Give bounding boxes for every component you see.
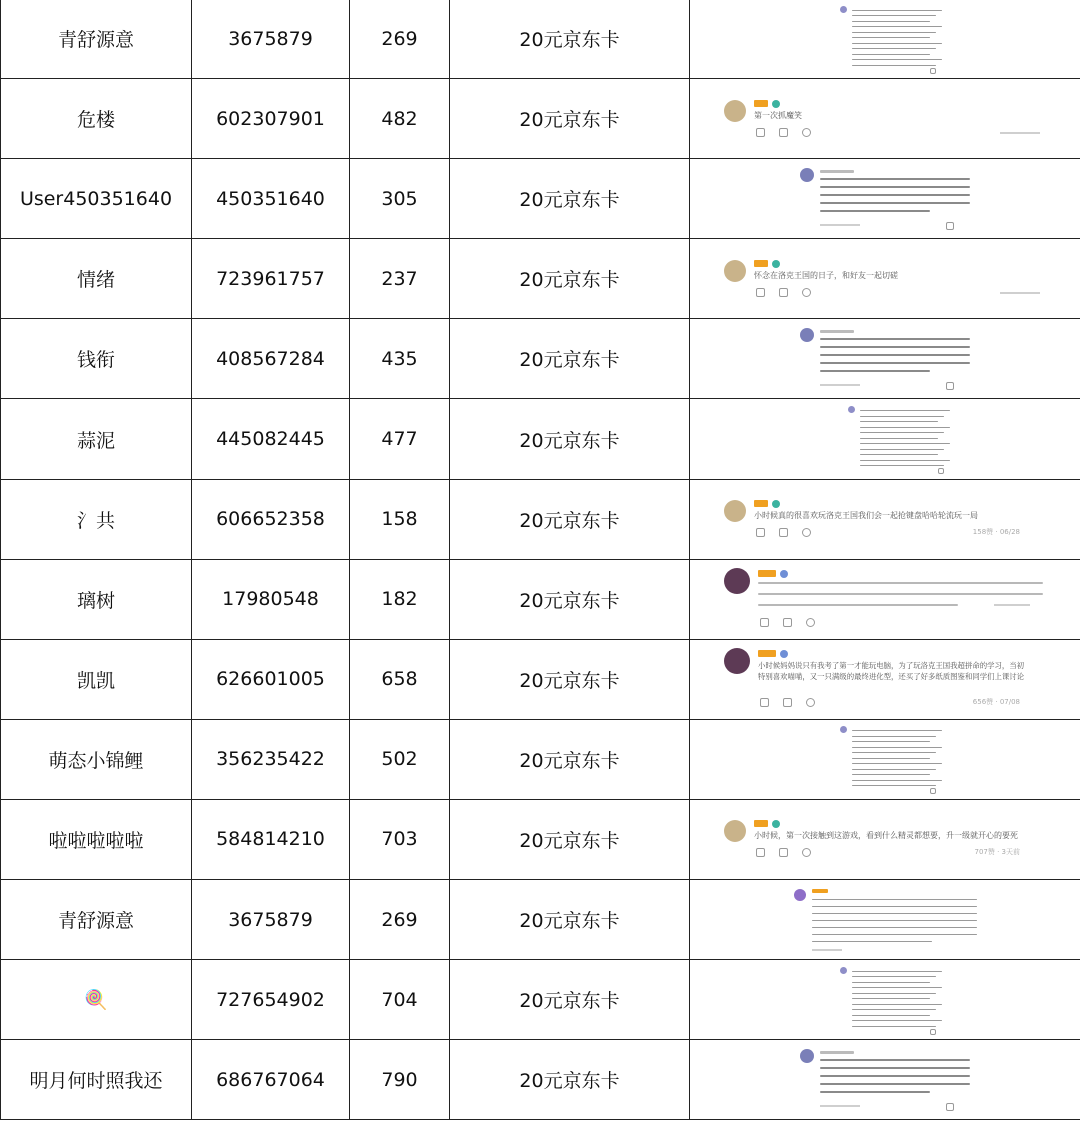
score-cell: 182	[350, 559, 450, 639]
avatar	[800, 328, 814, 342]
prize-cell: 20元京东卡	[450, 239, 690, 319]
reply-icon	[802, 128, 811, 137]
comment-text: 小时候，第一次接触到这游戏，看到什么精灵都想要，升一级就开心的要死	[754, 831, 1018, 841]
user-id-cell: 3675879	[192, 0, 350, 79]
comment-text-line	[860, 443, 950, 444]
comment-text-line	[852, 48, 936, 49]
comment-text-line	[852, 987, 942, 988]
comment-screenshot	[690, 881, 1080, 959]
table-row	[1, 319, 1080, 399]
comment-text-line	[812, 941, 932, 942]
action-icons	[760, 698, 815, 707]
comment-screenshot	[690, 240, 1080, 318]
user-name-cell: 青舒源意	[1, 0, 192, 79]
table-row	[1, 1040, 1080, 1120]
level-badge-icon	[772, 820, 780, 828]
user-id-cell: 584814210	[192, 799, 350, 879]
comment-meta	[820, 224, 860, 226]
username	[754, 100, 768, 107]
thumbs-down-icon	[779, 128, 788, 137]
level-badge-icon	[772, 100, 780, 108]
reply-icon	[802, 848, 811, 857]
username	[754, 260, 768, 267]
comment-text-line	[820, 1067, 970, 1069]
comment-text-line	[852, 15, 936, 16]
prize-cell: 20元京东卡	[450, 319, 690, 399]
user-name-cell: 璃树	[1, 559, 192, 639]
comment-screenshot	[690, 800, 1080, 878]
avatar	[724, 100, 746, 122]
prize-cell: 20元京东卡	[450, 479, 690, 559]
comment-text-line	[820, 186, 970, 188]
reply-icon	[806, 618, 815, 627]
comment-text-line	[852, 747, 942, 748]
comment-text: 怀念在洛克王国的日子，和好友一起切磋	[754, 270, 898, 280]
username	[820, 330, 854, 333]
prize-cell: 20元京东卡	[450, 639, 690, 719]
comment-screenshot-cell	[690, 960, 1080, 1040]
comment-text-line	[812, 906, 977, 907]
comment-text-line	[820, 1091, 930, 1093]
comment-text-line	[812, 899, 977, 900]
comment-text-line	[860, 449, 944, 450]
comment-text-line	[860, 465, 944, 466]
user-id-cell: 606652358	[192, 479, 350, 559]
comment-screenshot-cell	[690, 239, 1080, 319]
score-cell: 237	[350, 239, 450, 319]
user-name-cell: 明月何时照我还	[1, 1040, 192, 1120]
avatar	[840, 726, 847, 733]
comment-text-line	[758, 593, 1043, 595]
comment-screenshot-cell	[690, 719, 1080, 799]
comment-screenshot	[690, 961, 1080, 1039]
comment-text-line	[812, 913, 977, 914]
comment-screenshot	[690, 80, 1080, 158]
reply-icon	[802, 288, 811, 297]
score-cell: 477	[350, 399, 450, 479]
avatar	[794, 889, 806, 901]
comment-screenshot	[690, 480, 1080, 558]
comment-text-line	[860, 427, 950, 428]
comment-text-line	[852, 993, 936, 994]
action-icons	[760, 618, 815, 627]
comment-text-line	[852, 1004, 942, 1005]
user-id-cell: 3675879	[192, 880, 350, 960]
like-icon	[930, 1029, 936, 1035]
level-badge-icon	[772, 260, 780, 268]
prize-cell: 20元京东卡	[450, 0, 690, 79]
comment-text-line	[812, 920, 977, 921]
comment-text-line	[820, 210, 930, 212]
score-cell: 790	[350, 1040, 450, 1120]
user-name-cell: 情绪	[1, 239, 192, 319]
comment-meta	[994, 604, 1030, 606]
user-name-cell: 钱衔	[1, 319, 192, 399]
score-cell: 703	[350, 799, 450, 879]
table-row	[1, 799, 1080, 879]
user-id-cell: 17980548	[192, 559, 350, 639]
table-row	[1, 639, 1080, 719]
comment-text-line	[852, 21, 930, 22]
user-name-cell: 青舒源意	[1, 880, 192, 960]
user-id-cell: 686767064	[192, 1040, 350, 1120]
user-name-cell: 萌态小锦鲤	[1, 719, 192, 799]
comment-text-line	[852, 998, 930, 999]
comment-screenshot	[690, 160, 1080, 238]
comment-screenshot-cell	[690, 1040, 1080, 1120]
user-id-cell: 723961757	[192, 239, 350, 319]
score-cell: 658	[350, 639, 450, 719]
prize-cell: 20元京东卡	[450, 1040, 690, 1120]
comment-text-line	[852, 32, 936, 33]
comment-text-line	[852, 730, 942, 731]
comment-text-line	[852, 59, 942, 60]
comment-text-line	[852, 758, 930, 759]
comment-text-line	[852, 43, 942, 44]
score-cell: 704	[350, 960, 450, 1040]
action-icons	[756, 848, 811, 857]
user-id-cell: 450351640	[192, 159, 350, 239]
comment-screenshot-cell	[690, 399, 1080, 479]
thumbs-down-icon	[783, 618, 792, 627]
user-id-cell: 602307901	[192, 79, 350, 159]
action-icons	[756, 128, 811, 137]
thumbs-down-icon	[779, 288, 788, 297]
comment-text: 第一次抓魔笑	[754, 110, 802, 120]
score-cell: 435	[350, 319, 450, 399]
thumbs-up-icon	[760, 698, 769, 707]
avatar	[800, 168, 814, 182]
comment-screenshot-cell	[690, 880, 1080, 960]
comment-text: 小时候妈妈说只有我考了第一才能玩电脑，为了玩洛克王国我超拼命的学习，当初	[758, 661, 1025, 671]
username	[820, 1051, 854, 1054]
comment-meta	[1000, 132, 1040, 134]
comment-text-line	[758, 604, 958, 606]
comment-text-line	[860, 410, 950, 411]
username	[754, 820, 768, 827]
prize-cell: 20元京东卡	[450, 79, 690, 159]
username	[754, 500, 768, 507]
comment-screenshot	[690, 0, 1080, 78]
avatar	[724, 260, 746, 282]
table-row	[1, 79, 1080, 159]
reply-icon	[802, 528, 811, 537]
comment-text-line	[852, 65, 936, 66]
prize-cell: 20元京东卡	[450, 960, 690, 1040]
comment-screenshot-cell	[690, 79, 1080, 159]
comment-screenshot	[690, 640, 1080, 718]
user-name-cell: 🍭	[1, 960, 192, 1040]
username	[820, 170, 854, 173]
comment-text-line	[758, 582, 1043, 584]
action-icons	[756, 288, 811, 297]
comment-text-line	[852, 736, 936, 737]
comment-screenshot	[690, 400, 1080, 478]
user-id-cell: 445082445	[192, 399, 350, 479]
comment-text-line	[820, 354, 970, 356]
comment-text-line	[852, 752, 936, 753]
user-name-cell: 氵共	[1, 479, 192, 559]
comment-text-line	[812, 934, 977, 935]
comment-text-line	[852, 1009, 936, 1010]
comment-meta: 656赞 · 07/08	[972, 698, 1020, 707]
like-icon	[930, 788, 936, 794]
prize-cell: 20元京东卡	[450, 880, 690, 960]
user-name-cell: 危楼	[1, 79, 192, 159]
thumbs-up-icon	[756, 528, 765, 537]
score-cell: 158	[350, 479, 450, 559]
comment-text-line	[820, 370, 930, 372]
comment-meta	[1000, 292, 1040, 294]
thumbs-up-icon	[756, 128, 765, 137]
table-row	[1, 880, 1080, 960]
table-row	[1, 0, 1080, 79]
comment-text-line	[860, 421, 938, 422]
comment-text-line	[812, 927, 977, 928]
prize-cell: 20元京东卡	[450, 719, 690, 799]
score-cell: 269	[350, 880, 450, 960]
comment-meta: 707赞 · 3天前	[974, 848, 1020, 857]
table-row	[1, 559, 1080, 639]
avatar	[724, 568, 750, 594]
comment-text-line	[852, 769, 936, 770]
thumbs-up-icon	[756, 288, 765, 297]
comment-text-line	[820, 1075, 970, 1077]
thumbs-up-icon	[760, 618, 769, 627]
like-icon	[946, 1103, 954, 1111]
comment-text-line	[852, 54, 930, 55]
comment-text-line	[852, 785, 936, 786]
comment-text-line	[852, 1026, 936, 1027]
prize-cell: 20元京东卡	[450, 799, 690, 879]
avatar	[724, 648, 750, 674]
comment-text-line	[860, 460, 950, 461]
comment-text-line	[820, 1059, 970, 1061]
avatar	[724, 820, 746, 842]
comment-screenshot-cell	[690, 319, 1080, 399]
avatar	[848, 406, 855, 413]
comment-text-line	[860, 454, 938, 455]
score-cell: 482	[350, 79, 450, 159]
comment-screenshot	[690, 1041, 1080, 1119]
prize-cell: 20元京东卡	[450, 399, 690, 479]
avatar	[840, 6, 847, 13]
comment-text-line	[852, 37, 930, 38]
table-row	[1, 479, 1080, 559]
prize-cell: 20元京东卡	[450, 159, 690, 239]
level-badge-icon	[780, 570, 788, 578]
comment-screenshot-cell	[690, 799, 1080, 879]
comment-text-line	[820, 194, 970, 196]
table-row	[1, 239, 1080, 319]
comment-text-line	[852, 741, 930, 742]
comment-text-line	[820, 202, 970, 204]
comment-text-line	[820, 346, 970, 348]
user-id-cell: 356235422	[192, 719, 350, 799]
comment-meta	[820, 384, 860, 386]
comment-text-line	[860, 416, 944, 417]
username	[758, 570, 776, 577]
comment-text-line	[820, 338, 970, 340]
comment-meta	[812, 949, 842, 951]
avatar	[800, 1049, 814, 1063]
comment-text-line	[852, 763, 942, 764]
score-cell: 269	[350, 0, 450, 79]
like-icon	[938, 468, 944, 474]
level-badge-icon	[780, 650, 788, 658]
comment-text-line	[852, 1015, 930, 1016]
comment-screenshot	[690, 560, 1080, 638]
user-id-cell: 408567284	[192, 319, 350, 399]
like-icon	[946, 222, 954, 230]
comment-screenshot	[690, 720, 1080, 798]
comment-screenshot-cell	[690, 159, 1080, 239]
user-id-cell: 727654902	[192, 960, 350, 1040]
level-badge-icon	[772, 500, 780, 508]
comment-text: 特别喜欢喵喵，又一只满级的最终进化型，还买了好多纸质图鉴和同学们上课讨论	[758, 672, 1025, 682]
user-name-cell: 凯凯	[1, 639, 192, 719]
comment-screenshot-cell	[690, 0, 1080, 79]
comment-text-line	[860, 438, 938, 439]
comment-screenshot-cell	[690, 639, 1080, 719]
comment-text-line	[852, 1020, 942, 1021]
comment-screenshot-cell	[690, 479, 1080, 559]
like-icon	[930, 68, 936, 74]
avatar	[840, 967, 847, 974]
username	[812, 889, 828, 893]
prize-cell: 20元京东卡	[450, 559, 690, 639]
comment-meta	[820, 1105, 860, 1107]
user-name-cell: 蒜泥	[1, 399, 192, 479]
table-row	[1, 719, 1080, 799]
comment-meta: 158赞 · 06/28	[972, 528, 1020, 537]
comment-text-line	[820, 178, 970, 180]
table-row	[1, 159, 1080, 239]
action-icons	[756, 528, 811, 537]
comment-text-line	[860, 432, 944, 433]
thumbs-down-icon	[783, 698, 792, 707]
score-cell: 305	[350, 159, 450, 239]
user-id-cell: 626601005	[192, 639, 350, 719]
table-row	[1, 960, 1080, 1040]
username	[758, 650, 776, 657]
thumbs-up-icon	[756, 848, 765, 857]
comment-text-line	[852, 780, 942, 781]
user-name-cell: 啦啦啦啦啦	[1, 799, 192, 879]
like-icon	[946, 382, 954, 390]
user-name-cell: User450351640	[1, 159, 192, 239]
comment-text-line	[852, 774, 930, 775]
comment-screenshot-cell	[690, 559, 1080, 639]
score-cell: 502	[350, 719, 450, 799]
comment-text-line	[852, 26, 942, 27]
comment-text: 小时候真的很喜欢玩洛克王国我们会一起抢键盘哈哈轮流玩一局	[754, 511, 978, 521]
avatar	[724, 500, 746, 522]
comment-screenshot	[690, 320, 1080, 398]
comment-text-line	[820, 362, 970, 364]
comment-text-line	[852, 976, 936, 977]
comment-text-line	[852, 982, 930, 983]
reply-icon	[806, 698, 815, 707]
comment-text-line	[852, 10, 942, 11]
table-row	[1, 399, 1080, 479]
thumbs-down-icon	[779, 528, 788, 537]
comment-text-line	[852, 971, 942, 972]
comment-text-line	[820, 1083, 970, 1085]
thumbs-down-icon	[779, 848, 788, 857]
